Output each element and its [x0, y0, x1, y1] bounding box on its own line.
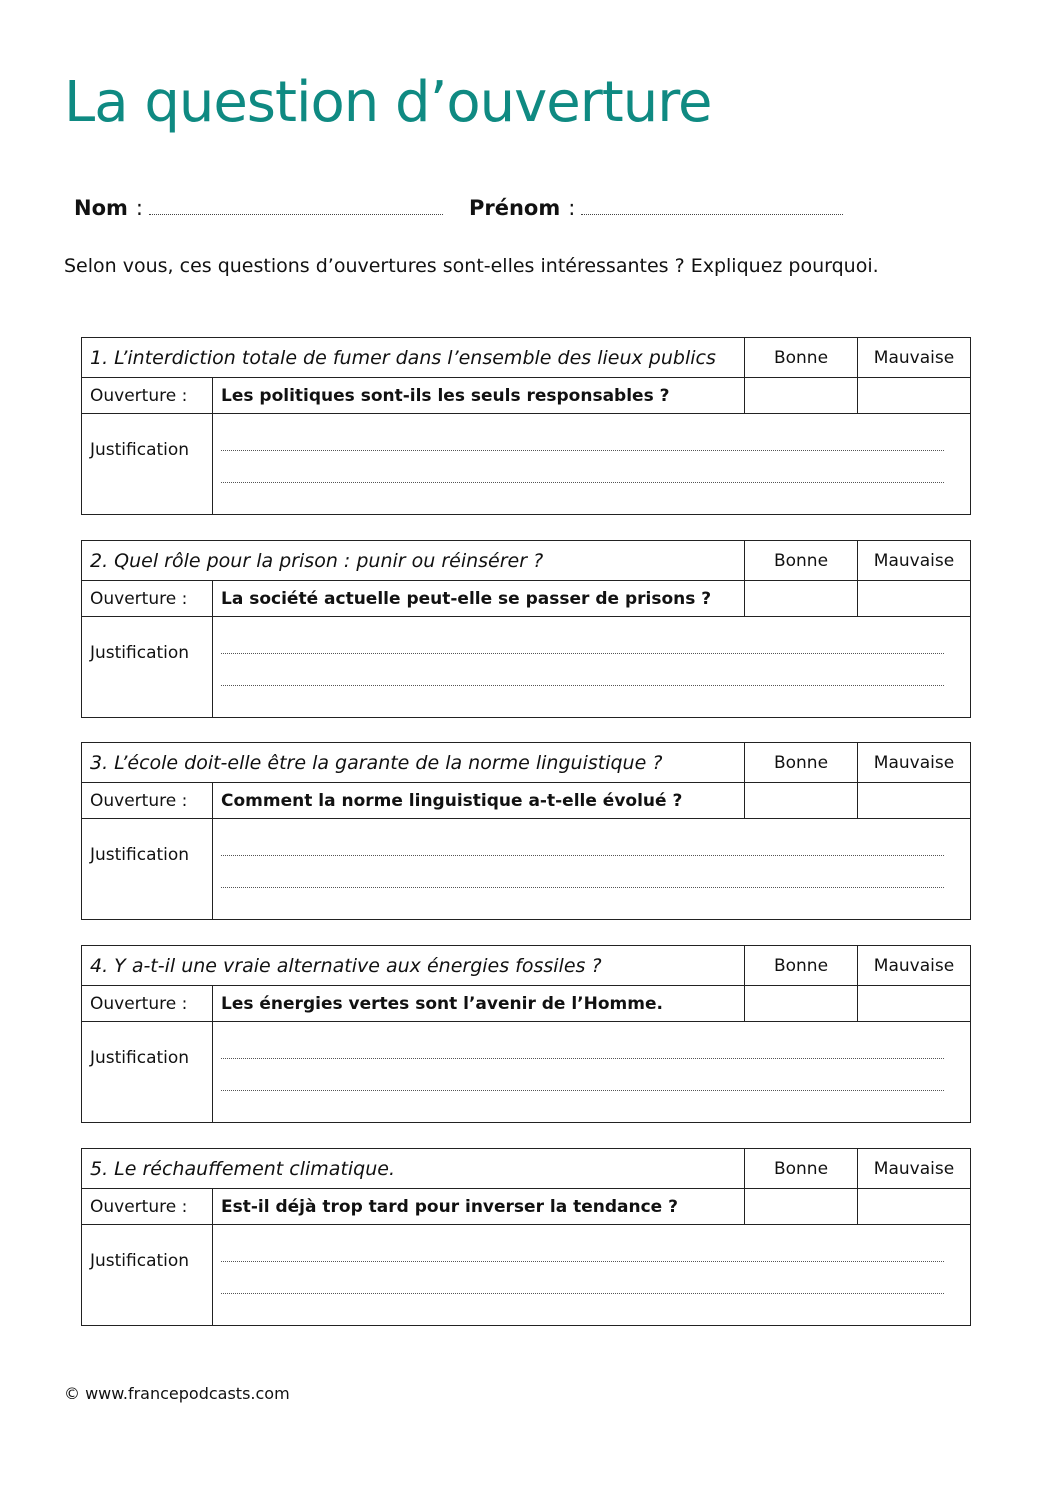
bonne-option[interactable]: Bonne: [745, 1149, 858, 1188]
question-title: 2. Quel rôle pour la prison : punir ou réinsérer ?: [82, 541, 745, 580]
question-row: [82, 743, 970, 783]
writing-line: [221, 1293, 944, 1294]
nom-label: Nom: [74, 196, 128, 220]
ouverture-row: [82, 1189, 970, 1225]
nom-field[interactable]: [149, 198, 443, 215]
nom-colon: :: [135, 196, 143, 220]
ouverture-text: Les énergies vertes sont l’avenir de l’Homme.: [213, 986, 745, 1021]
question-title: 4. Y a-t-il une vraie alternative aux énergies fossiles ?: [82, 946, 745, 985]
copyright-footer: © www.francepodcasts.com: [64, 1384, 290, 1403]
ouverture-label: Ouverture :: [82, 986, 213, 1021]
mauvaise-checkbox[interactable]: [858, 581, 970, 616]
writing-line: [221, 653, 944, 654]
prenom-label: Prénom: [468, 196, 561, 220]
question-title: 3. L’école doit-elle être la garante de la norme linguistique ?: [82, 743, 745, 782]
mauvaise-option[interactable]: Mauvaise: [873, 752, 955, 773]
prenom-colon: :: [568, 196, 576, 220]
justification-field[interactable]: [213, 1225, 970, 1325]
bonne-option[interactable]: Bonne: [745, 743, 858, 782]
question-table-5: [81, 1148, 971, 1326]
instructions: Selon vous, ces questions d’ouvertures sont-elles intéressantes ? Expliquez pourquoi.: [64, 255, 879, 277]
bonne-checkbox[interactable]: [745, 378, 858, 413]
mauvaise-option[interactable]: Mauvaise: [873, 347, 955, 368]
ouverture-text: Les politiques sont-ils les seuls responsables ?: [213, 378, 745, 413]
writing-line: [221, 855, 944, 856]
justification-label: Justification: [82, 617, 213, 717]
mauvaise-option[interactable]: Mauvaise: [873, 1158, 955, 1179]
page-title: La question d’ouverture: [64, 70, 712, 135]
writing-line: [221, 1090, 944, 1091]
name-fields: [74, 196, 843, 226]
bonne-option[interactable]: Bonne: [745, 338, 858, 377]
question-row: [82, 541, 970, 581]
prenom-field[interactable]: [581, 198, 843, 215]
ouverture-label: Ouverture :: [82, 783, 213, 818]
ouverture-row: [82, 986, 970, 1022]
writing-line: [221, 482, 944, 483]
question-title: 5. Le réchauffement climatique.: [82, 1149, 745, 1188]
mauvaise-option[interactable]: Mauvaise: [873, 550, 955, 571]
ouverture-row: [82, 783, 970, 819]
bonne-checkbox[interactable]: [745, 783, 858, 818]
justification-field[interactable]: [213, 819, 970, 919]
bonne-checkbox[interactable]: [745, 581, 858, 616]
justification-label: Justification: [82, 1022, 213, 1122]
justification-row: [82, 1022, 970, 1122]
writing-line: [221, 685, 944, 686]
writing-line: [221, 1058, 944, 1059]
bonne-checkbox[interactable]: [745, 986, 858, 1021]
justification-label: Justification: [82, 819, 213, 919]
mauvaise-checkbox[interactable]: [858, 986, 970, 1021]
question-table-1: [81, 337, 971, 515]
question-row: [82, 338, 970, 378]
mauvaise-checkbox[interactable]: [858, 1189, 970, 1224]
justification-label: Justification: [82, 1225, 213, 1325]
question-table-2: [81, 540, 971, 718]
ouverture-label: Ouverture :: [82, 378, 213, 413]
justification-field[interactable]: [213, 1022, 970, 1122]
writing-line: [221, 887, 944, 888]
ouverture-label: Ouverture :: [82, 581, 213, 616]
mauvaise-checkbox[interactable]: [858, 783, 970, 818]
writing-line: [221, 1261, 944, 1262]
ouverture-text: La société actuelle peut-elle se passer de prisons ?: [213, 581, 745, 616]
mauvaise-checkbox[interactable]: [858, 378, 970, 413]
question-row: [82, 946, 970, 986]
question-row: [82, 1149, 970, 1189]
ouverture-text: Comment la norme linguistique a-t-elle évolué ?: [213, 783, 745, 818]
mauvaise-option[interactable]: Mauvaise: [873, 955, 955, 976]
question-table-3: [81, 742, 971, 920]
writing-line: [221, 450, 944, 451]
justification-row: [82, 414, 970, 514]
justification-field[interactable]: [213, 617, 970, 717]
justification-row: [82, 617, 970, 717]
bonne-option[interactable]: Bonne: [745, 946, 858, 985]
bonne-checkbox[interactable]: [745, 1189, 858, 1224]
ouverture-text: Est-il déjà trop tard pour inverser la tendance ?: [213, 1189, 745, 1224]
ouverture-label: Ouverture :: [82, 1189, 213, 1224]
bonne-option[interactable]: Bonne: [745, 541, 858, 580]
justification-label: Justification: [82, 414, 213, 514]
justification-row: [82, 1225, 970, 1325]
justification-row: [82, 819, 970, 919]
justification-field[interactable]: [213, 414, 970, 514]
ouverture-row: [82, 378, 970, 414]
question-table-4: [81, 945, 971, 1123]
question-title: 1. L’interdiction totale de fumer dans l’ensemble des lieux publics: [82, 338, 745, 377]
ouverture-row: [82, 581, 970, 617]
